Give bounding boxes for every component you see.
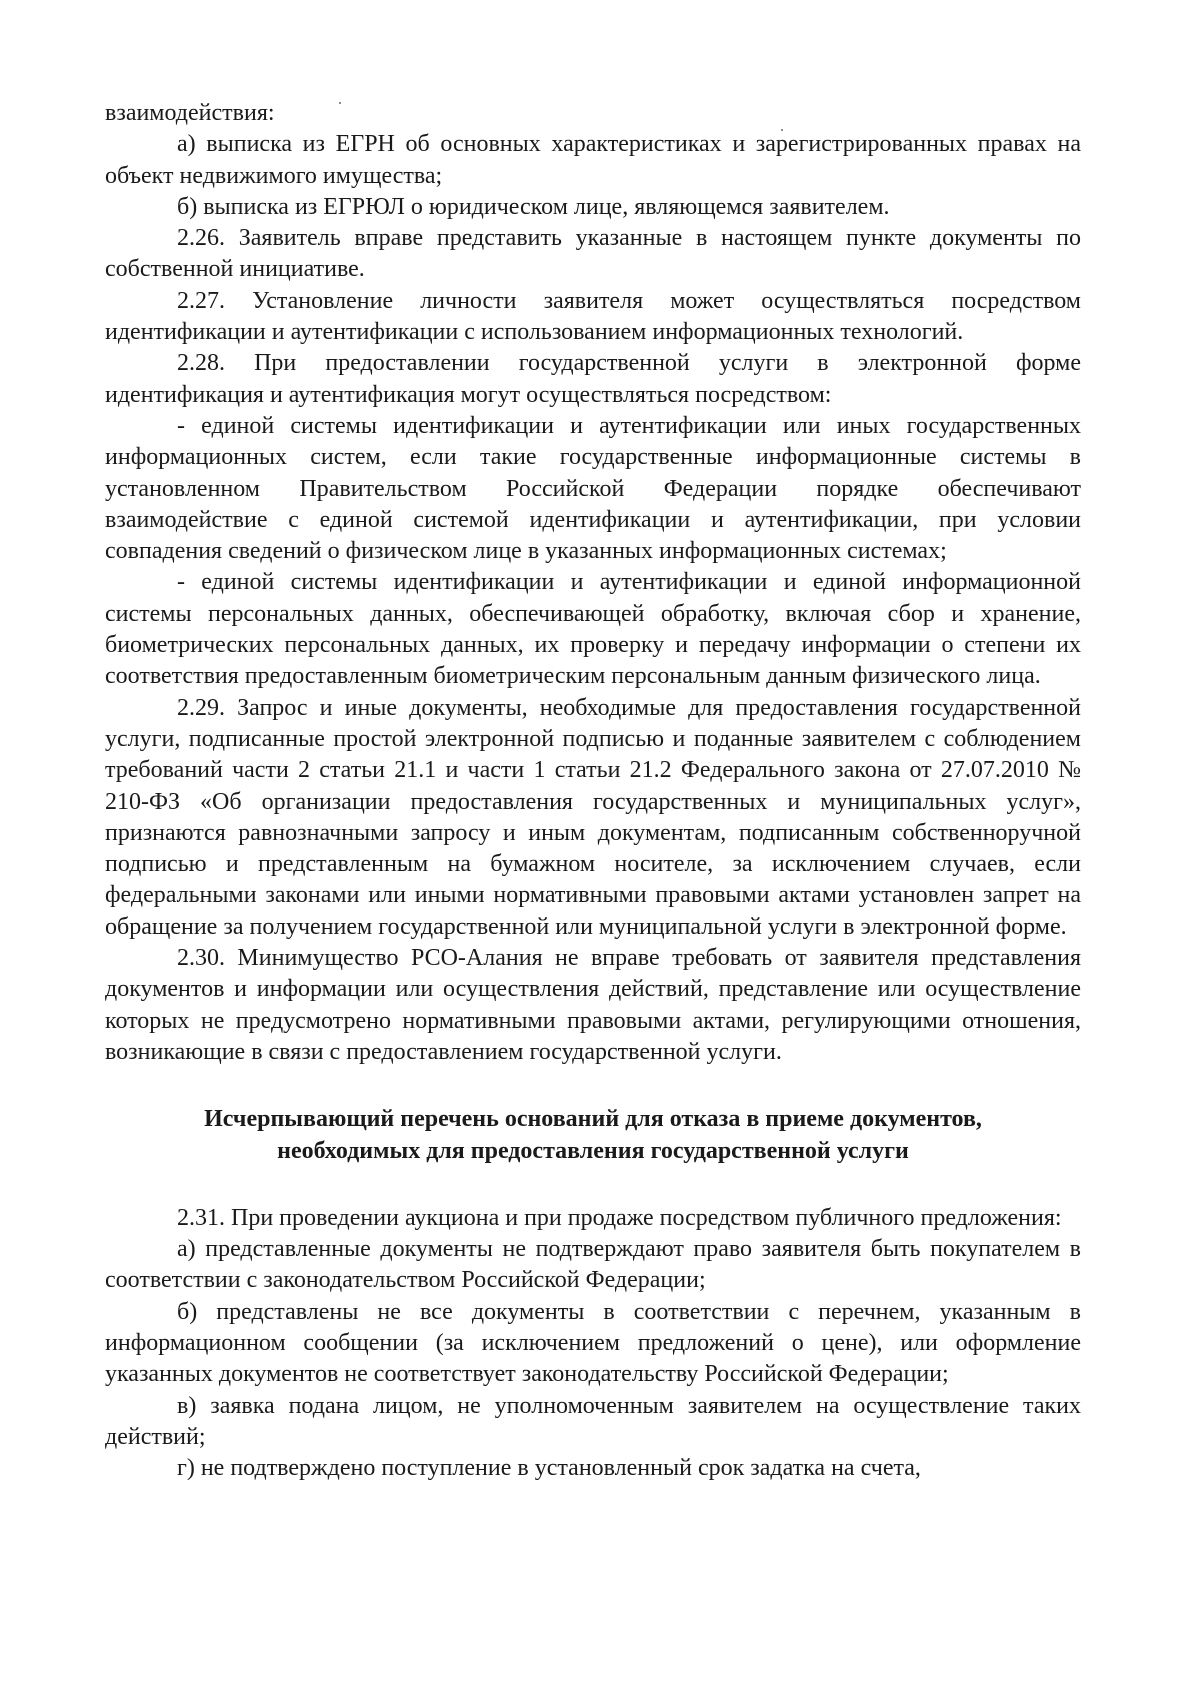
section-heading-line-1: Исчерпывающий перечень оснований для отказа в приеме документов, bbox=[204, 1106, 982, 1133]
paragraph-item-v: в) заявка подана лицом, не уполномоченным заявителем на осуществление таких действий; bbox=[105, 1392, 1081, 1450]
paragraph-2-26: 2.26. Заявитель вправе представить указанные в настоящем пункте документы по собственной инициативе. bbox=[105, 225, 1081, 283]
paragraph-2-27: 2.27. Установление личности заявителя может осуществляться посредством идентификации и аутентификации с использованием информационных технологий. bbox=[105, 287, 1081, 346]
paragraph-2-31: 2.31. При проведении аукциона и при продаже посредством публичного предложения: bbox=[177, 1204, 1062, 1231]
document-body bbox=[105, 98, 1081, 1484]
section-heading bbox=[105, 1104, 1081, 1167]
paragraph-item-a-2: а) представленные документы не подтверждают право заявителя быть покупателем в соответствии с законодательством Российской Федерации; bbox=[105, 1236, 1081, 1294]
paragraph-continuation: взаимодействия: bbox=[105, 100, 275, 126]
paragraph-dash-item-2: - единой системы идентификации и аутентификации и единой информационной системы персональных данных, обеспечивающей обработку, включая сбор и хранение, биометрических персональных данных, их проверку и передачу информации о степени их соответствия предоставленным биометрическим персональным данным физического лица. bbox=[105, 569, 1081, 690]
paragraph-2-29: 2.29. Запрос и иные документы, необходимые для предоставления государственной услуги, подписанные простой электронной подписью и поданные заявителем с соблюдением требований части 2 статьи 21.1 и части 1 статьи 21.2 Федерального закона от 27.07.2010 № 210-ФЗ «Об организации предоставления государственных и муниципальных услуг», признаются равнозначными запросу и иным документам, подписанным собственноручной подписью и представленным на бумажном носителе, за исключением случаев, если федеральными законами или иными нормативными правовыми актами установлен запрет на обращение за получением государственной или муниципальной услуги в электронной форме. bbox=[105, 694, 1081, 940]
paragraph-2-28: 2.28. При предоставлении государственной услуги в электронной форме идентификация и аутентификация могут осуществляться посредством: bbox=[105, 350, 1081, 408]
paragraph-item-g: г) не подтверждено поступление в установленный срок задатка на счета, bbox=[177, 1455, 921, 1482]
paragraph-item-b: б) выписка из ЕГРЮЛ о юридическом лице, являющемся заявителем. bbox=[177, 193, 890, 220]
section-heading-line-2: необходимых для предоставления государственной услуги bbox=[277, 1137, 909, 1164]
paragraph-2-30: 2.30. Минимущество РСО-Алания не вправе требовать от заявителя представления документов и информации или осуществления действий, представление или осуществление которых не предусмотрено нормативными правовыми актами, регулирующими отношения, возникающие в связи с предоставлением государственной услуги. bbox=[105, 945, 1081, 1065]
paragraph-dash-item-1: - единой системы идентификации и аутентификации или иных государственных информационных систем, если такие государственные информационные системы в установленном Правительством Российской Федерации порядке обеспечивают взаимодействие с единой системой идентификации и аутентификации, при условии совпадения сведений о физическом лице в указанных информационных системах; bbox=[105, 412, 1081, 565]
paragraph-item-b-2: б) представлены не все документы в соответствии с перечнем, указанным в информационном сообщении (за исключением предложений о цене), или оформление указанных документов не соответствует законодательству Российской Федерации; bbox=[105, 1298, 1081, 1388]
paragraph-item-a: а) выписка из ЕГРН об основных характеристиках и зарегистрированных правах на объект недвижимого имущества; bbox=[105, 131, 1081, 189]
